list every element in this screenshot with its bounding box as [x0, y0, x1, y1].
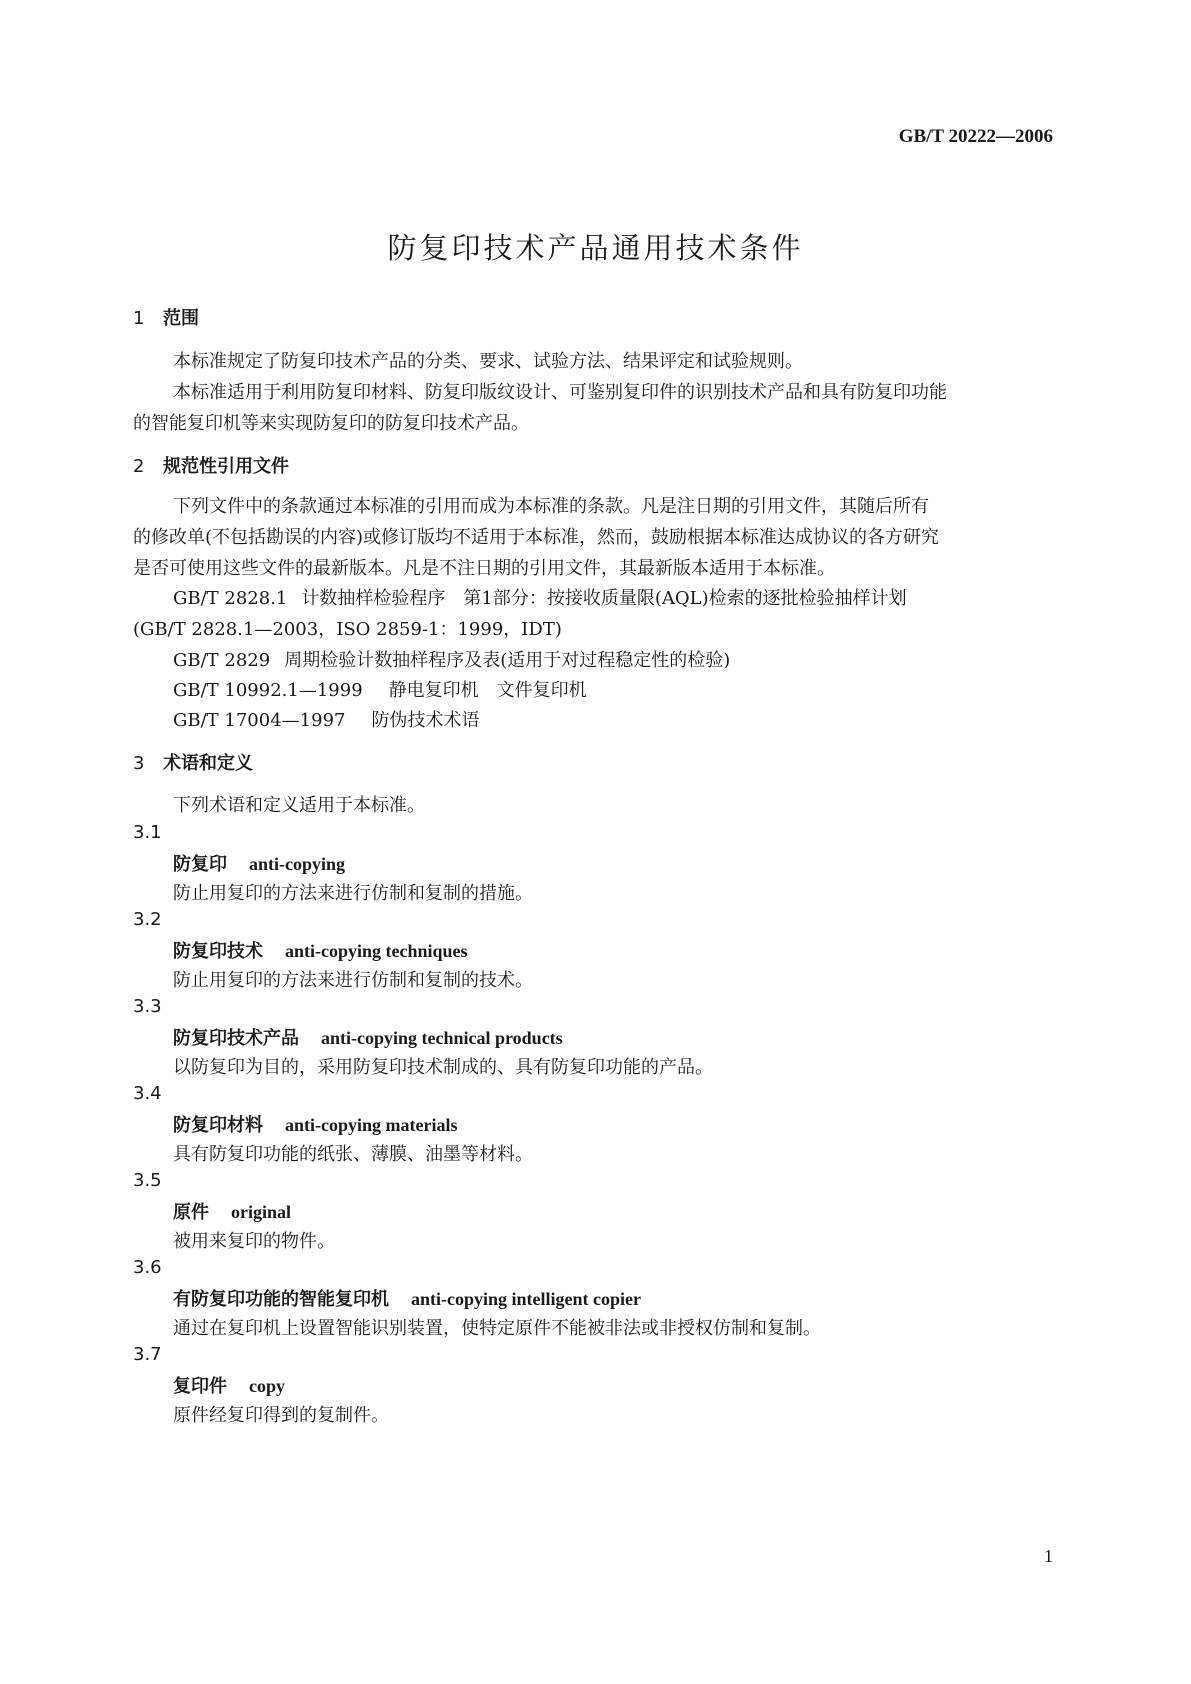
section-title: 规范性引用文件	[163, 456, 289, 477]
reference-title: 防伪技术术语	[371, 710, 480, 731]
reference-item	[173, 706, 479, 732]
section-number: 2	[133, 456, 145, 477]
section-number: 3	[133, 753, 145, 774]
term-definition: 被用来复印的物件。	[173, 1231, 335, 1252]
term-name-en: anti-copying	[249, 854, 346, 874]
scope-paragraph-2-line-2: 的智能复印机等来实现防复印的防复印技术产品。	[133, 413, 529, 434]
term-definition: 以防复印为目的，采用防复印技术制成的、具有防复印功能的产品。	[173, 1057, 713, 1078]
term-number: 3.2	[133, 909, 162, 930]
term-number: 3.4	[133, 1083, 162, 1104]
reference-title: 静电复印机 文件复印机	[388, 680, 587, 701]
reference-title: 周期检验计数抽样程序及表(适用于对过程稳定性的检验)	[284, 650, 731, 671]
reference-item-continuation: (GB/T 2828.1—2003，ISO 2859-1：1999，IDT)	[133, 619, 562, 640]
section-heading-scope	[133, 304, 199, 330]
section-heading-terms-and-definitions	[133, 749, 253, 775]
normative-intro-line-1: 下列文件中的条款通过本标准的引用而成为本标准的条款。凡是注日期的引用文件，其随后所有	[173, 496, 929, 517]
section-number: 1	[133, 308, 145, 329]
term-number: 3.6	[133, 1257, 162, 1278]
term-number: 3.5	[133, 1170, 162, 1191]
standard-code: GB/T 20222—2006	[898, 126, 1053, 147]
term-name-zh: 复印件	[173, 1376, 227, 1397]
term-name	[173, 1111, 458, 1137]
normative-intro-line-2: 的修改单(不包括勘误的内容)或修订版均不适用于本标准，然而，鼓励根据本标准达成协议的各方研究	[133, 527, 940, 548]
term-name-en: anti-copying technical products	[321, 1028, 563, 1048]
scope-paragraph-2-line-1: 本标准适用于利用防复印材料、防复印版纹设计、可鉴别复印件的识别技术产品和具有防复印功能	[173, 382, 947, 403]
term-name-en: anti-copying techniques	[285, 941, 468, 961]
term-definition: 通过在复印机上设置智能识别装置，使特定原件不能被非法或非授权仿制和复制。	[173, 1318, 821, 1339]
term-name-en: original	[231, 1202, 292, 1222]
section-title: 术语和定义	[163, 753, 253, 774]
term-name	[173, 937, 468, 963]
page-number: 1	[1044, 1546, 1053, 1566]
term-name-zh: 原件	[173, 1202, 209, 1223]
term-definition: 防止用复印的方法来进行仿制和复制的技术。	[173, 970, 533, 991]
term-name-zh: 防复印材料	[173, 1115, 263, 1136]
term-number: 3.7	[133, 1344, 162, 1365]
term-name-zh: 防复印技术	[173, 941, 263, 962]
term-name-en: anti-copying materials	[285, 1115, 458, 1135]
term-definition: 原件经复印得到的复制件。	[173, 1405, 389, 1426]
terms-intro: 下列术语和定义适用于本标准。	[173, 795, 425, 816]
term-name-en: copy	[249, 1376, 285, 1396]
reference-code: GB/T 10992.1—1999	[173, 680, 363, 701]
term-number: 3.1	[133, 822, 162, 843]
reference-code: GB/T 17004—1997	[173, 710, 346, 731]
term-number: 3.3	[133, 996, 162, 1017]
document-title: 防复印技术产品通用技术条件	[387, 231, 804, 265]
reference-code: GB/T 2829	[173, 650, 271, 671]
normative-intro-line-3: 是否可使用这些文件的最新版本。凡是不注日期的引用文件，其最新版本适用于本标准。	[133, 558, 835, 579]
term-name-en: anti-copying intelligent copier	[411, 1289, 641, 1309]
reference-item	[173, 646, 730, 672]
term-name	[173, 1198, 291, 1224]
term-definition: 具有防复印功能的纸张、薄膜、油墨等材料。	[173, 1144, 533, 1165]
section-title: 范围	[163, 308, 199, 329]
term-name	[173, 1372, 285, 1398]
reference-title: 计数抽样检验程序 第1部分：按接收质量限(AQL)检索的逐批检验抽样计划	[301, 588, 907, 609]
reference-item	[173, 584, 907, 610]
term-name-zh: 防复印	[173, 854, 227, 875]
term-name-zh: 防复印技术产品	[173, 1028, 299, 1049]
section-heading-normative-references	[133, 452, 289, 478]
term-name-zh: 有防复印功能的智能复印机	[173, 1289, 389, 1310]
reference-item	[173, 676, 587, 702]
term-definition: 防止用复印的方法来进行仿制和复制的措施。	[173, 883, 533, 904]
term-name	[173, 1024, 563, 1050]
reference-code: GB/T 2828.1	[173, 588, 288, 609]
scope-paragraph-1: 本标准规定了防复印技术产品的分类、要求、试验方法、结果评定和试验规则。	[173, 351, 803, 372]
term-name	[173, 850, 345, 876]
term-name	[173, 1285, 641, 1311]
